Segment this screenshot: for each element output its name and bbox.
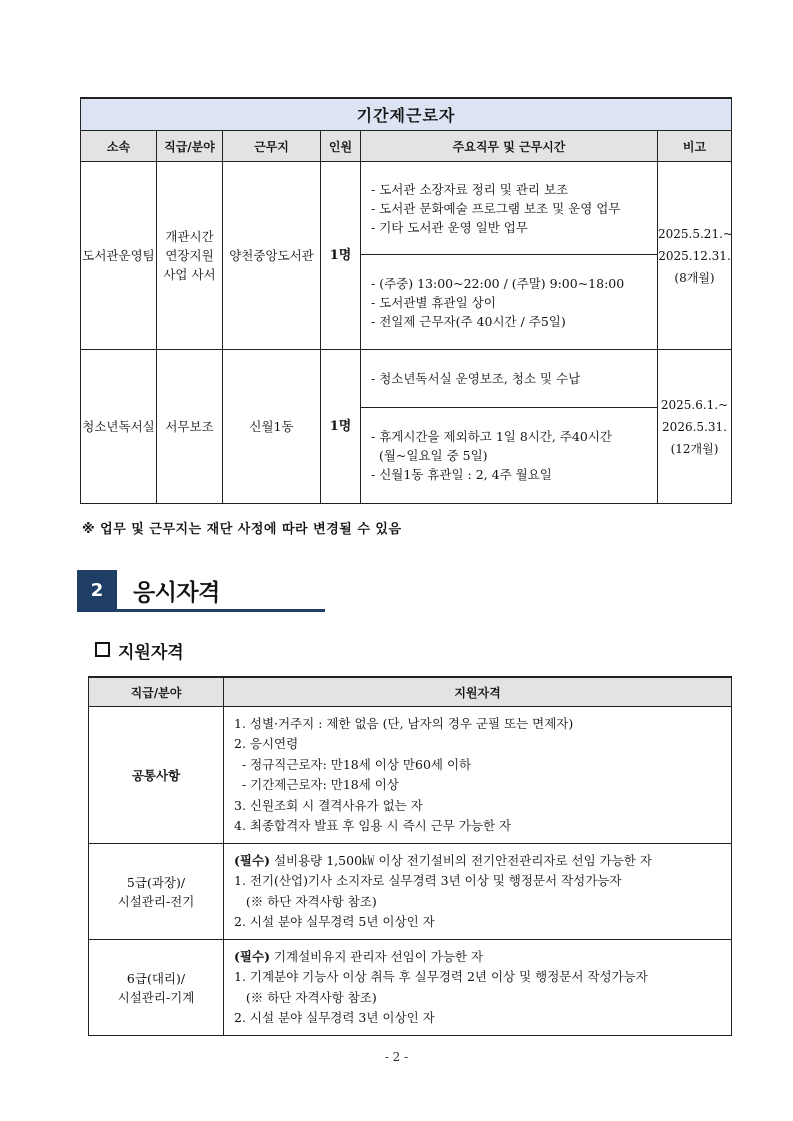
hours-line: - (주중) 13:00~22:00 / (주말) 9:00~18:00 — [371, 275, 625, 291]
qualifications-table — [88, 676, 732, 1036]
note-line: 2025.12.31. — [658, 248, 731, 263]
cell-count: 1명 — [321, 350, 361, 504]
change-notice: ※ 업무 및 근무지는 재단 사정에 따라 변경될 수 있음 — [82, 522, 402, 537]
cell-position: 서무보조 — [157, 350, 223, 504]
cell-location: 양천중앙도서관 — [223, 162, 321, 350]
qualification-line: 1. 기계분야 기능사 이상 취득 후 실무경력 2년 이상 및 행정문서 작성가능자 — [234, 969, 648, 984]
qualification-line: 3. 신원조회 시 결격사유가 없는 자 — [234, 797, 423, 813]
header-qualification: 지원자격 — [224, 677, 732, 707]
note-line: 2025.5.21.~ — [658, 226, 733, 241]
hours-line: - 도서관별 휴관일 상이 — [371, 294, 496, 310]
duty-line: - 청소년독서실 운영보조, 청소 및 수납 — [371, 371, 581, 386]
table-row — [81, 162, 732, 255]
section-number-badge: 2 — [77, 570, 117, 612]
note-line: (12개월) — [670, 441, 719, 456]
hours-line: - 휴게시간을 제외하고 1일 8시간, 주40시간 — [371, 429, 613, 444]
note-line: 2026.5.31. — [662, 419, 727, 434]
qualification-line: - 정규직근로자: 만18세 이상 만60세 이하 — [234, 756, 472, 772]
grade-line: 시설관리-기계 — [117, 989, 195, 1005]
qualification-line: 2. 시설 분야 실무경력 3년 이상인 자 — [234, 1010, 435, 1025]
cell-position — [157, 162, 223, 350]
position-line: 연장지원 — [165, 248, 214, 263]
subheading — [95, 638, 184, 663]
cell-mechanical-label — [89, 940, 224, 1036]
duty-line: - 기타 도서관 운영 일반 업무 — [371, 219, 528, 235]
cell-count: 1명 — [321, 162, 361, 350]
required-tag: (필수) — [234, 852, 270, 868]
required-tag: (필수) — [234, 948, 270, 964]
header-dept: 소속 — [81, 131, 157, 162]
table-header-row — [81, 131, 732, 162]
header-note: 비고 — [658, 131, 732, 162]
cell-electric-qualifications — [224, 844, 732, 940]
table-row — [81, 350, 732, 408]
header-count: 인원 — [321, 131, 361, 162]
required-text: 설비용량 1,500㎾ 이상 전기설비의 전기안전관리자로 선임 가능한 자 — [269, 852, 652, 868]
header-location: 근무지 — [223, 131, 321, 162]
table-header-row — [89, 677, 732, 707]
qualification-line: 2. 응시연령 — [234, 736, 299, 751]
section-title: 응시자격 — [133, 580, 220, 606]
cell-duties — [361, 350, 658, 408]
cell-mechanical-qualifications — [224, 940, 732, 1036]
note-line: (8개월) — [674, 270, 715, 285]
table-title: 기간제근로자 — [81, 98, 732, 131]
table-row — [89, 707, 732, 844]
table-row — [89, 844, 732, 940]
cell-note — [658, 350, 732, 504]
cell-hours — [361, 255, 658, 350]
cell-note — [658, 162, 732, 350]
required-text: 기계설비유지 관리자 선임이 가능한 자 — [269, 948, 484, 964]
grade-line: 시설관리-전기 — [117, 893, 195, 909]
header-position: 직급/분야 — [157, 131, 223, 162]
hours-line: (월~일요일 중 5일) — [371, 448, 488, 463]
cell-common-label: 공통사항 — [89, 707, 224, 844]
qualification-line: - 기간제근로자: 만18세 이상 — [234, 777, 399, 792]
cell-duties — [361, 162, 658, 255]
qualification-line: 1. 성별·거주지 : 제한 없음 (단, 남자의 경우 군필 또는 면제자) — [234, 715, 574, 731]
required-line — [234, 947, 725, 968]
position-line: 사업 사서 — [163, 267, 216, 282]
cell-common-qualifications — [224, 707, 732, 844]
duty-line: - 도서관 문화예술 프로그램 보조 및 운영 업무 — [371, 200, 621, 216]
cell-electric-label — [89, 844, 224, 940]
page-number: - 2 - — [384, 1050, 409, 1064]
header-duties: 주요직무 및 근무시간 — [361, 131, 658, 162]
subheading-label: 지원자격 — [118, 643, 184, 663]
qualification-line: (※ 하단 자격사항 참조) — [234, 989, 377, 1005]
checkbox-square-icon — [95, 642, 110, 657]
header-grade: 직급/분야 — [89, 677, 224, 707]
cell-dept: 청소년독서실 — [81, 350, 157, 504]
note-line: 2025.6.1.~ — [660, 397, 729, 412]
grade-line: 5급(과장)/ — [126, 874, 186, 890]
qualification-line: 1. 전기(산업)기사 소지자로 실무경력 3년 이상 및 행정문서 작성가능자 — [234, 873, 622, 888]
temporary-workers-table — [80, 97, 732, 504]
section-underline — [117, 609, 325, 612]
hours-line: - 신월1동 휴관일 : 2, 4주 월요일 — [371, 467, 552, 482]
cell-hours — [361, 408, 658, 504]
qualification-line: 2. 시설 분야 실무경력 5년 이상인 자 — [234, 914, 435, 929]
grade-line: 6급(대리)/ — [126, 970, 186, 986]
position-line: 개관시간 — [165, 229, 214, 244]
duty-line: - 도서관 소장자료 정리 및 관리 보조 — [371, 181, 569, 197]
required-line — [234, 851, 725, 872]
hours-line: - 전일제 근무자(주 40시간 / 주5일) — [371, 313, 566, 329]
cell-location: 신월1동 — [223, 350, 321, 504]
qualification-line: 4. 최종합격자 발표 후 임용 시 즉시 근무 가능한 자 — [234, 818, 512, 833]
table-row — [89, 940, 732, 1036]
cell-dept: 도서관운영팀 — [81, 162, 157, 350]
qualification-line: (※ 하단 자격사항 참조) — [234, 893, 377, 909]
